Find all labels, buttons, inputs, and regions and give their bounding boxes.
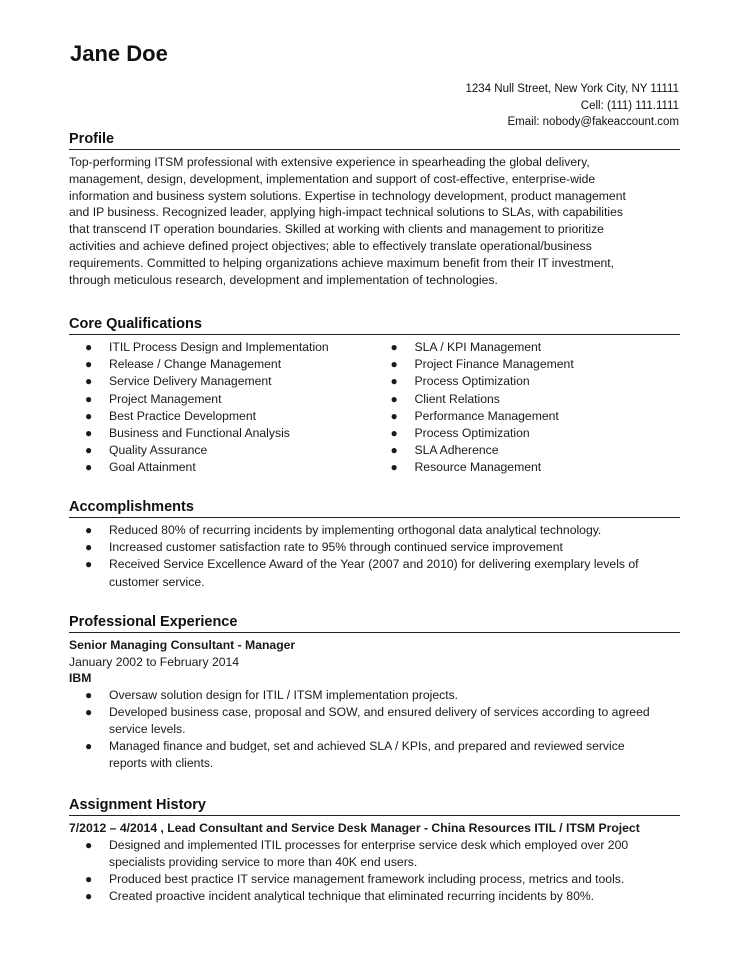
profile-line: information and business system solutions. Expertise in technology development, product management: [69, 188, 626, 203]
profile-text: [69, 154, 680, 288]
bullet-icon: ●: [85, 704, 93, 719]
qualification-item: ● Release / Change Management: [69, 356, 375, 373]
qualifications-right-column: [375, 339, 681, 477]
qualification-item: ● Performance Management: [375, 408, 681, 425]
bullet-icon: ●: [85, 357, 93, 372]
contact-block: [465, 81, 679, 131]
qualification-item: ● Project Finance Management: [375, 356, 681, 373]
qualification-item: ● Business and Functional Analysis: [69, 425, 375, 442]
profile-line: Top-performing ITSM professional with extensive experience in spearheading the global delivery,: [69, 155, 590, 169]
job-dates: January 2002 to February 2014: [69, 654, 240, 669]
bullet-icon: ●: [85, 460, 93, 475]
bullet-icon: ●: [85, 557, 93, 572]
assignments-section: [69, 797, 680, 905]
qualifications-left-column: [69, 339, 375, 477]
profile-section: [69, 131, 680, 288]
bullet-icon: ●: [85, 340, 93, 354]
profile-line: that transcend IT operation boundaries. Skilled at working with clients and management to prioritize: [69, 222, 604, 237]
qualification-item: ● Client Relations: [375, 391, 681, 408]
qualification-item: ● Service Delivery Management: [69, 373, 375, 390]
bullet-icon: ●: [390, 374, 398, 389]
bullet-icon: ●: [85, 889, 93, 904]
bullet-icon: ●: [85, 426, 93, 441]
bullet-icon: ●: [85, 443, 93, 458]
job-title: Senior Managing Consultant - Manager: [69, 638, 296, 652]
experience-section: [69, 614, 680, 773]
bullet-icon: ●: [85, 374, 93, 389]
bullet-icon: ●: [85, 408, 93, 423]
section-heading-profile: Profile: [69, 131, 680, 150]
qualification-item: ● Resource Management: [375, 459, 681, 476]
bullet-icon: ●: [390, 408, 398, 423]
qualification-item: ● Quality Assurance: [69, 442, 375, 459]
contact-email: Email: nobody@fakeaccount.com: [507, 116, 679, 128]
section-heading-experience: Professional Experience: [69, 614, 680, 633]
contact-cell: Cell: (111) 111.1111: [580, 99, 679, 112]
bullet-icon: ●: [390, 426, 398, 441]
assignment-title: 7/2012 – 4/2014 , Lead Consultant and Service Desk Manager - China Resources ITIL / ITSM Project: [69, 821, 640, 835]
bullet-icon: ●: [85, 837, 93, 852]
qualifications-section: [69, 316, 680, 477]
bullet-icon: ●: [85, 540, 93, 555]
section-heading-accomplishments: Accomplishments: [69, 499, 680, 518]
bullet-icon: ●: [390, 460, 398, 475]
profile-line: and IP business. Recognized leader, applying high-impact technical solutions to SLAs, with capabilities: [69, 205, 623, 220]
bullet-icon: ●: [85, 391, 93, 406]
job-company: IBM: [69, 671, 92, 685]
profile-line: activities and achieve defined project objectives; able to effectively translate operational/business: [69, 238, 592, 253]
section-heading-qualifications: Core Qualifications: [69, 316, 680, 335]
bullet-icon: ●: [85, 523, 93, 537]
bullet-icon: ●: [390, 357, 398, 372]
section-heading-assignments: Assignment History: [69, 797, 680, 816]
qualification-item: ● Project Management: [69, 391, 375, 408]
qualification-item: ● SLA Adherence: [375, 442, 681, 459]
contact-address: 1234 Null Street, New York City, NY 11111: [465, 83, 679, 95]
assignment-item: ● Created proactive incident analytical technique that eliminated recurring incidents by 80%.: [69, 888, 680, 905]
qualifications-columns: [69, 339, 680, 477]
qualification-item: ● ITIL Process Design and Implementation: [69, 339, 375, 356]
experience-item: ● Developed business case, proposal and SOW, and ensured delivery of services according to agreed service levels.: [85, 704, 650, 736]
assignment-item: ● Produced best practice IT service management framework including process, metrics and tools.: [69, 871, 680, 888]
experience-item: ● Managed finance and budget, set and achieved SLA / KPIs, and prepared and reviewed service reports with clients.: [85, 739, 625, 771]
bullet-icon: ●: [390, 340, 398, 354]
profile-line: requirements. Committed to helping organizations achieve maximum benefit from their IT investment,: [69, 255, 615, 270]
accomplishments-section: [69, 499, 680, 591]
qualification-item: ● Process Optimization: [375, 425, 681, 442]
accomplishment-item: ● Reduced 80% of recurring incidents by implementing orthogonal data analytical technology.: [69, 522, 680, 539]
profile-line: through meticulous research, development and implementation of technologies.: [69, 272, 498, 287]
bullet-icon: ●: [390, 443, 398, 458]
bullet-icon: ●: [85, 687, 93, 702]
accomplishment-item: ● Received Service Excellence Award of the Year (2007 and 2010) for delivering exemplary levels of customer service.: [85, 557, 639, 589]
accomplishment-item: ● Increased customer satisfaction rate to 95% through continued service improvement: [69, 539, 680, 556]
bullet-icon: ●: [85, 739, 93, 754]
experience-item: ● Oversaw solution design for ITIL / ITSM implementation projects.: [69, 687, 680, 704]
qualification-item: ● Goal Attainment: [69, 459, 375, 476]
profile-line: management, design, development, implementation and support of cost-effective, enterprise-wide: [69, 171, 596, 186]
bullet-icon: ●: [85, 871, 93, 886]
qualification-item: ● SLA / KPI Management: [375, 339, 681, 356]
qualification-item: ● Best Practice Development: [69, 408, 375, 425]
qualification-item: ● Process Optimization: [375, 373, 681, 390]
assignment-item: ● Designed and implemented ITIL processes for enterprise service desk which employed over 200 specialists providing service to more than 40K end users.: [85, 837, 629, 869]
bullet-icon: ●: [390, 391, 398, 406]
candidate-name: Jane Doe: [70, 41, 168, 66]
